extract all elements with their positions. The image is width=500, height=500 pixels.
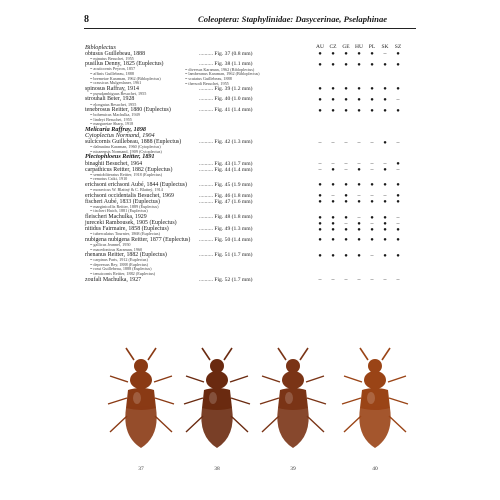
distribution-mark-cz: ● <box>331 51 335 58</box>
distribution-mark-sz: ● <box>396 252 400 259</box>
genus-name: Cytoplectus Normand, 1904 <box>85 132 155 140</box>
distribution-mark-pl: – <box>370 252 374 259</box>
distribution-mark-pl: – <box>370 167 374 174</box>
species-name: obtusus Guillebeau, 1888 <box>85 50 146 57</box>
distribution-mark-cz: – <box>331 277 335 284</box>
distribution-mark-au: ● <box>318 51 322 58</box>
synonym-name: = affinis Guillebeau, 1888 <box>90 70 134 76</box>
distribution-mark-sz: – <box>396 139 400 146</box>
distribution-mark-hu: ● <box>357 182 361 189</box>
figure-reference: .......... Fig. 41 (1.4 mm) <box>199 107 253 114</box>
species-name: carpathicus Reitter, 1882 (Euplectus) <box>85 166 173 173</box>
species-name: zoufali Machulka, 1927 <box>85 276 142 283</box>
distribution-mark-pl: – <box>370 161 374 168</box>
distribution-mark-ge: – <box>344 220 348 227</box>
synonym-name: = elongatus Besuchet, 1955 <box>90 101 137 107</box>
species-name: pusillus Denny, 1825 (Euplectus) <box>85 61 164 68</box>
genus-name: Bibloplectus <box>85 43 116 51</box>
distribution-mark-sk: ● <box>383 86 387 93</box>
distribution-mark-ge: ● <box>344 252 348 259</box>
distribution-mark-ge: ● <box>344 182 348 189</box>
distribution-mark-pl: ● <box>370 182 374 189</box>
distribution-mark-cz: ● <box>331 220 335 227</box>
distribution-mark-ge: ● <box>344 193 348 200</box>
species-row <box>85 277 405 283</box>
distribution-mark-cz: ● <box>331 61 335 68</box>
figure-reference: .......... Fig. 39 (1.2 mm) <box>199 85 253 92</box>
distribution-mark-sz: ● <box>396 199 400 206</box>
synonym-name: = remotus Csiki, 1910 <box>90 176 128 182</box>
figure-reference: .......... Fig. 40 (1.0 mm) <box>199 96 253 103</box>
distribution-mark-hu: ● <box>357 86 361 93</box>
distribution-mark-pl: – <box>370 193 374 200</box>
species-name: sulcicornis Guillebeau, 1888 (Euplectus) <box>85 139 182 146</box>
distribution-mark-pl: ● <box>370 226 374 233</box>
distribution-mark-pl: ● <box>370 61 374 68</box>
page-number: 8 <box>84 14 89 25</box>
synonym-name: = carpinus Paris, 1912 (Euplectus) <box>90 257 148 263</box>
distribution-mark-au: – <box>318 167 322 174</box>
distribution-mark-sk: ● <box>383 220 387 227</box>
distribution-mark-pl: – <box>370 139 374 146</box>
synonym-name: = crassicus Mulgenlaner, 1961 <box>90 80 142 86</box>
distribution-mark-sk: ● <box>383 139 387 146</box>
distribution-mark-au: – <box>318 161 322 168</box>
synonym-name: = dalmatina Karaman, 1960 (Cytoplectus) <box>90 144 161 150</box>
distribution-mark-au: ● <box>318 226 322 233</box>
distribution-mark-sk: – <box>383 193 387 200</box>
synonym-name: = tischeri Hatch, 1881 (Euplectus) <box>90 208 148 214</box>
distribution-mark-sk: ● <box>383 226 387 233</box>
distribution-mark-ge: – <box>344 161 348 168</box>
distribution-mark-cz: ● <box>331 214 335 221</box>
figure-reference: .......... Fig. 50 (1.4 mm) <box>199 236 253 243</box>
distribution-mark-au: – <box>318 277 322 284</box>
species-name: erichsoni erichsoni Aubé, 1844 (Euplectus) <box>85 181 187 188</box>
distribution-mark-sz: ● <box>396 237 400 244</box>
distribution-mark-au: ● <box>318 61 322 68</box>
species-name: strouhali Beier, 1928 <box>85 96 135 103</box>
distribution-mark-sz: – <box>396 277 400 284</box>
synonym-name: = bremeiae Karaman, 1962 (Bibloplectus) <box>90 75 161 81</box>
distribution-mark-au: ● <box>318 107 322 114</box>
distribution-mark-cz: ● <box>331 167 335 174</box>
column-header-cz: CZ <box>329 44 337 50</box>
distribution-mark-sz: ● <box>396 107 400 114</box>
figure-reference: .......... Fig. 37 (0.8 mm) <box>199 50 253 57</box>
distribution-mark-hu: ● <box>357 252 361 259</box>
beetle-photo-40 <box>330 346 420 462</box>
distribution-mark-sk: ● <box>383 237 387 244</box>
distribution-mark-au: – <box>318 139 322 146</box>
synonym-name: = tuberculatus Tournier, 1868 (Euplectus) <box>90 231 160 237</box>
distribution-mark-cz: – <box>331 193 335 200</box>
distribution-mark-ge: ● <box>344 51 348 58</box>
page-header <box>84 14 416 30</box>
synonym-name: = marginicollis Reitter, 1889 (Euplectus) <box>90 203 159 209</box>
distribution-mark-au: ● <box>318 237 322 244</box>
distribution-mark-hu: ● <box>357 237 361 244</box>
figure-number-label: 37 <box>138 466 144 472</box>
synonym-name: = lamberanus Karaman, 1962 (Bibloplectus) <box>185 71 260 77</box>
distribution-mark-sz: ● <box>396 86 400 93</box>
distribution-mark-au: ● <box>318 199 322 206</box>
synonym-name: = gallicus Jeannel, 1950 <box>90 241 131 247</box>
column-header-sz: SZ <box>394 44 402 50</box>
species-name: spinosus Raffray, 1914 <box>85 85 139 92</box>
synonym-name: = rossi Guillebeau, 1888 (Euplectus) <box>90 266 152 272</box>
distribution-mark-ge: ● <box>344 61 348 68</box>
distribution-mark-sk: ● <box>383 199 387 206</box>
synonym-name: = minutus Besuchet, 1955 <box>90 55 134 61</box>
figure-reference: .......... Fig. 45 (1.9 mm) <box>199 181 253 188</box>
synonym-name: = bohemicus Machulka, 1949 <box>90 112 140 118</box>
synonym-name: = diversus Karaman, 1962 (Bibloplectus) <box>185 66 255 72</box>
distribution-mark-ge: ● <box>344 237 348 244</box>
distribution-mark-au: ● <box>318 220 322 227</box>
synonym-name: = semiobliteratus Reitter, 1918 (Euplectus) <box>90 171 163 177</box>
species-name: tenebrosus Reitter, 1880 (Euplectus) <box>85 107 171 114</box>
beetle-photo-39 <box>248 346 338 462</box>
distribution-mark-hu: ● <box>357 96 361 103</box>
species-name: nitidus Fairmaire, 1858 (Euplectus) <box>85 226 169 233</box>
figure-reference: .......... Fig. 52 (1.7 mm) <box>199 276 253 283</box>
distribution-mark-sk: – <box>383 277 387 284</box>
column-header-ge: GE <box>342 44 350 50</box>
species-name: fischeri Aubé, 1833 (Euplectus) <box>85 198 160 205</box>
distribution-mark-ge: ● <box>344 214 348 221</box>
species-name: nubigena nubigena Reitter, 1877 (Euplectus) <box>85 236 191 243</box>
distribution-mark-hu: – <box>357 193 361 200</box>
figure-reference: .......... Fig. 38 (1.1 mm) <box>199 61 253 68</box>
synonym-name: = macedonicus Karaman, 1960 <box>90 246 143 252</box>
species-name: fleischeri Machulka, 1929 <box>85 214 147 220</box>
distribution-mark-ge: – <box>344 167 348 174</box>
distribution-mark-sz: ● <box>396 226 400 233</box>
synonym-name: = margaretae Sharp, 1918 <box>90 121 134 127</box>
beetle-figure-plate <box>96 346 412 486</box>
distribution-mark-cz: ● <box>331 107 335 114</box>
distribution-mark-sz: – <box>396 167 400 174</box>
distribution-mark-au: ● <box>318 96 322 103</box>
distribution-mark-pl: – <box>370 220 374 227</box>
species-name: erichsoni occidentalis Besuchet, 1969 <box>85 192 174 199</box>
distribution-mark-cz: – <box>331 139 335 146</box>
distribution-mark-pl: ● <box>370 86 374 93</box>
figure-reference: .......... Fig. 49 (1.3 mm) <box>199 226 253 233</box>
distribution-mark-cz: ● <box>331 199 335 206</box>
genus-name: Plectophloeus Reitter, 1891 <box>85 153 155 161</box>
distribution-mark-ge: ● <box>344 86 348 93</box>
figure-reference: .......... Fig. 46 (1.8 mm) <box>199 192 253 199</box>
running-title: Coleoptera: Staphylinidae: Dasycerinae, Pselaphinae <box>198 14 388 24</box>
distribution-mark-ge: ● <box>344 199 348 206</box>
distribution-mark-pl: ● <box>370 51 374 58</box>
distribution-mark-au: ● <box>318 182 322 189</box>
species-name: binaghii Besuchet, 1964 <box>85 160 143 167</box>
distribution-mark-sz: ● <box>396 51 400 58</box>
species-name: rhenanus Reitter, 1882 (Euplectus) <box>85 252 167 259</box>
distribution-mark-hu: ● <box>357 226 361 233</box>
distribution-mark-hu: – <box>357 214 361 221</box>
distribution-mark-au: ● <box>318 214 322 221</box>
distribution-mark-ge: – <box>344 277 348 284</box>
distribution-mark-hu: – <box>357 139 361 146</box>
distribution-mark-ge: – <box>344 139 348 146</box>
distribution-mark-au: ● <box>318 86 322 93</box>
distribution-mark-pl: ● <box>370 107 374 114</box>
column-header-au: AU <box>316 44 324 50</box>
distribution-mark-sk: – <box>383 161 387 168</box>
distribution-mark-ge: ● <box>344 96 348 103</box>
distribution-mark-pl: ● <box>370 214 374 221</box>
figure-number-label: 40 <box>372 466 378 472</box>
synonym-name: = acuticornis Peyron, 1857 <box>90 66 136 72</box>
synonym-name: = depressus Rey, 1888 (Euplectus) <box>90 261 149 267</box>
figure-number-label: 38 <box>214 466 220 472</box>
distribution-mark-sz: – <box>396 220 400 227</box>
distribution-mark-pl: ● <box>370 96 374 103</box>
distribution-mark-hu: ● <box>357 199 361 206</box>
distribution-mark-sz: ● <box>396 182 400 189</box>
column-header-pl: PL <box>368 44 376 50</box>
distribution-mark-sk: ● <box>383 182 387 189</box>
distribution-mark-cz: ● <box>331 96 335 103</box>
figure-reference: .......... Fig. 43 (1.7 mm) <box>199 160 253 167</box>
figure-reference: .......... Fig. 51 (1.7 mm) <box>199 252 253 259</box>
header-rule <box>84 28 416 29</box>
distribution-mark-pl: ● <box>370 237 374 244</box>
species-checklist <box>85 45 405 283</box>
distribution-mark-ge: ● <box>344 226 348 233</box>
distribution-mark-sk: ● <box>383 96 387 103</box>
figure-reference: .......... Fig. 48 (1.8 mm) <box>199 214 253 220</box>
column-header-sk: SK <box>381 44 389 50</box>
synonym-name: = pseudambiguus Besuchet, 1955 <box>90 90 147 96</box>
distribution-mark-sk: ● <box>383 214 387 221</box>
distribution-mark-hu: ● <box>357 51 361 58</box>
synonym-name: = scutatus Guillebeau, 1888 <box>185 76 232 82</box>
distribution-mark-ge: ● <box>344 107 348 114</box>
distribution-mark-sk: – <box>383 51 387 58</box>
distribution-mark-sz: ● <box>396 193 400 200</box>
distribution-mark-sz: ● <box>396 61 400 68</box>
genus-name: Melicaria Raffray, 1898 <box>85 126 147 133</box>
distribution-mark-cz: ● <box>331 86 335 93</box>
distribution-mark-hu: ● <box>357 107 361 114</box>
synonym-name: = thersodi Besuchet, 1955 <box>185 80 229 86</box>
figure-reference: .......... Fig. 47 (1.6 mm) <box>199 198 253 205</box>
distribution-mark-sk: ● <box>383 167 387 174</box>
distribution-mark-sz: – <box>396 214 400 221</box>
distribution-mark-cz: ● <box>331 226 335 233</box>
synonym-name: = nicaeensis Normand, 1909 (Cytoplectus) <box>90 148 162 154</box>
distribution-mark-sk: ● <box>383 252 387 259</box>
column-header-hu: HU <box>355 44 363 50</box>
distribution-mark-cz: – <box>331 161 335 168</box>
figure-number-label: 39 <box>290 466 296 472</box>
distribution-mark-cz: ● <box>331 237 335 244</box>
figure-reference: .......... Fig. 44 (1.4 mm) <box>199 166 253 173</box>
distribution-mark-cz: ● <box>331 182 335 189</box>
species-name: jureceki Rambousek, 1905 (Euplectus) <box>85 220 177 227</box>
distribution-mark-au: ● <box>318 252 322 259</box>
figure-reference: .......... Fig. 42 (1.3 mm) <box>199 139 253 146</box>
distribution-mark-au: ● <box>318 193 322 200</box>
distribution-mark-cz: ● <box>331 252 335 259</box>
distribution-mark-hu: ● <box>357 167 361 174</box>
distribution-mark-hu: ● <box>357 220 361 227</box>
distribution-mark-sz: ● <box>396 161 400 168</box>
synonym-name: = moravicus W. Blattný & C. Blattný, 1914 <box>90 187 163 193</box>
distribution-mark-hu: ● <box>357 61 361 68</box>
synonym-name: = tenuicornis Reitter, 1882 (Euplectus) <box>90 271 156 277</box>
distribution-mark-sk: ● <box>383 107 387 114</box>
distribution-mark-pl: ● <box>370 199 374 206</box>
distribution-mark-hu: – <box>357 161 361 168</box>
synonym-name: = lindeyi Besuchet, 1955 <box>90 116 132 122</box>
distribution-mark-sk: ● <box>383 61 387 68</box>
distribution-mark-pl: – <box>370 277 374 284</box>
distribution-mark-sz: – <box>396 96 400 103</box>
distribution-mark-hu: – <box>357 277 361 284</box>
